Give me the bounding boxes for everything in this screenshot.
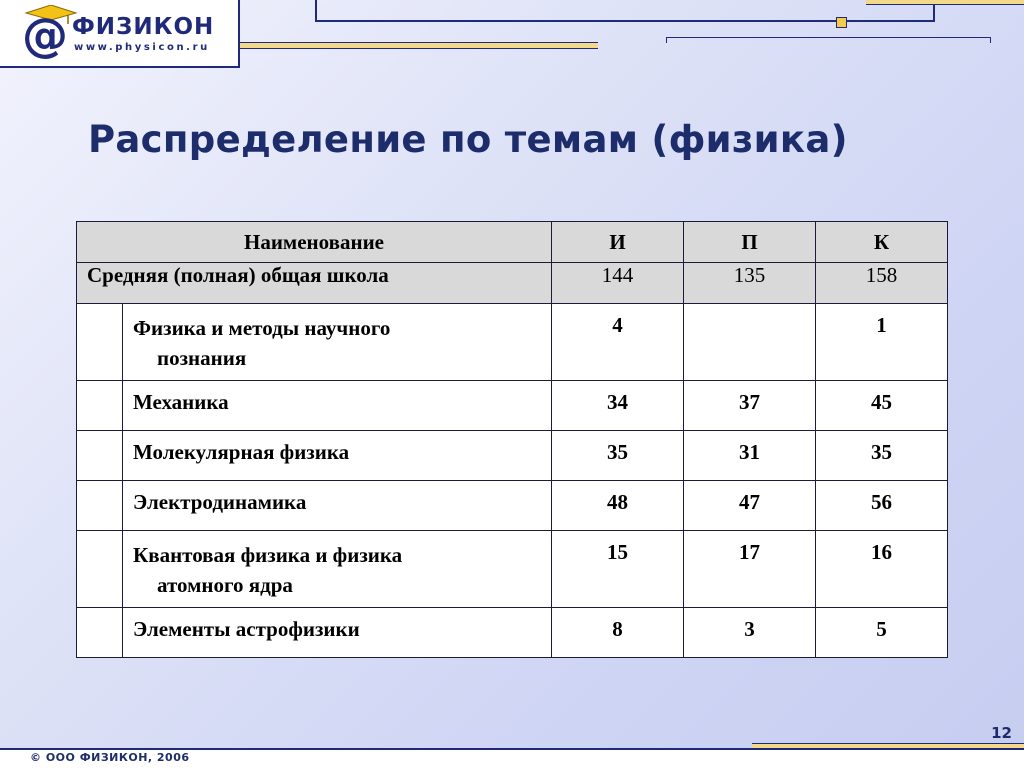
deco-line-right: [666, 37, 991, 43]
table-header-row: [77, 222, 948, 263]
logo: [0, 0, 240, 68]
school-label: Средняя (полная) общая школа: [77, 263, 552, 304]
table-row: [77, 381, 948, 431]
topic-label-line2: познания: [157, 346, 247, 370]
topic-value-k: 56: [816, 481, 948, 531]
school-value-p: 135: [684, 263, 816, 304]
table-row: [77, 481, 948, 531]
topics-table: [76, 221, 948, 658]
topic-value-p: 37: [684, 381, 816, 431]
indent-cell: [77, 381, 123, 431]
topic-value-p: 31: [684, 431, 816, 481]
topic-cell: [123, 531, 552, 608]
topic-label-line1: Физика и методы научного: [133, 316, 391, 340]
topic-value-i: 15: [552, 531, 684, 608]
topic-value-k: 16: [816, 531, 948, 608]
topic-label-line2: атомного ядра: [157, 573, 293, 597]
indent-cell: [77, 608, 123, 658]
indent-cell: [77, 531, 123, 608]
deco-yellow-square: [836, 17, 847, 28]
indent-cell: [77, 304, 123, 381]
header-p: П: [684, 222, 816, 263]
footer-copyright: © ООО ФИЗИКОН, 2006: [30, 751, 190, 764]
header-i: И: [552, 222, 684, 263]
logo-url: www.physicon.ru: [74, 42, 210, 53]
topic-cell: [123, 304, 552, 381]
topic-label: Механика: [123, 381, 552, 431]
topic-value-k: 5: [816, 608, 948, 658]
school-value-k: 158: [816, 263, 948, 304]
topic-label: Электродинамика: [123, 481, 552, 531]
topic-value-i: 8: [552, 608, 684, 658]
topic-value-p: [684, 304, 816, 381]
topic-value-k: 45: [816, 381, 948, 431]
table-row: [77, 304, 948, 381]
page-title: Распределение по темам (физика): [88, 118, 848, 161]
table-row: [77, 608, 948, 658]
topic-value-p: 47: [684, 481, 816, 531]
topic-value-i: 34: [552, 381, 684, 431]
table-row: [77, 431, 948, 481]
topic-value-i: 4: [552, 304, 684, 381]
school-value-i: 144: [552, 263, 684, 304]
deco-yellow-bar-mid: [240, 42, 598, 49]
deco-yellow-bar-right: [866, 0, 1024, 5]
table-row: [77, 531, 948, 608]
topic-value-p: 17: [684, 531, 816, 608]
topic-value-p: 3: [684, 608, 816, 658]
topic-label: Элементы астрофизики: [123, 608, 552, 658]
indent-cell: [77, 481, 123, 531]
topic-label-line1: Квантовая физика и физика: [133, 543, 403, 567]
topic-value-k: 35: [816, 431, 948, 481]
header-name: Наименование: [77, 222, 552, 263]
page-number: 12: [991, 724, 1012, 742]
topic-value-i: 48: [552, 481, 684, 531]
logo-at-symbol: @: [22, 8, 68, 62]
topic-value-k: 1: [816, 304, 948, 381]
header-k: К: [816, 222, 948, 263]
table-row-school: [77, 263, 948, 304]
indent-cell: [77, 431, 123, 481]
topic-label: Молекулярная физика: [123, 431, 552, 481]
logo-name: ФИЗИКОН: [72, 14, 215, 40]
topic-value-i: 35: [552, 431, 684, 481]
